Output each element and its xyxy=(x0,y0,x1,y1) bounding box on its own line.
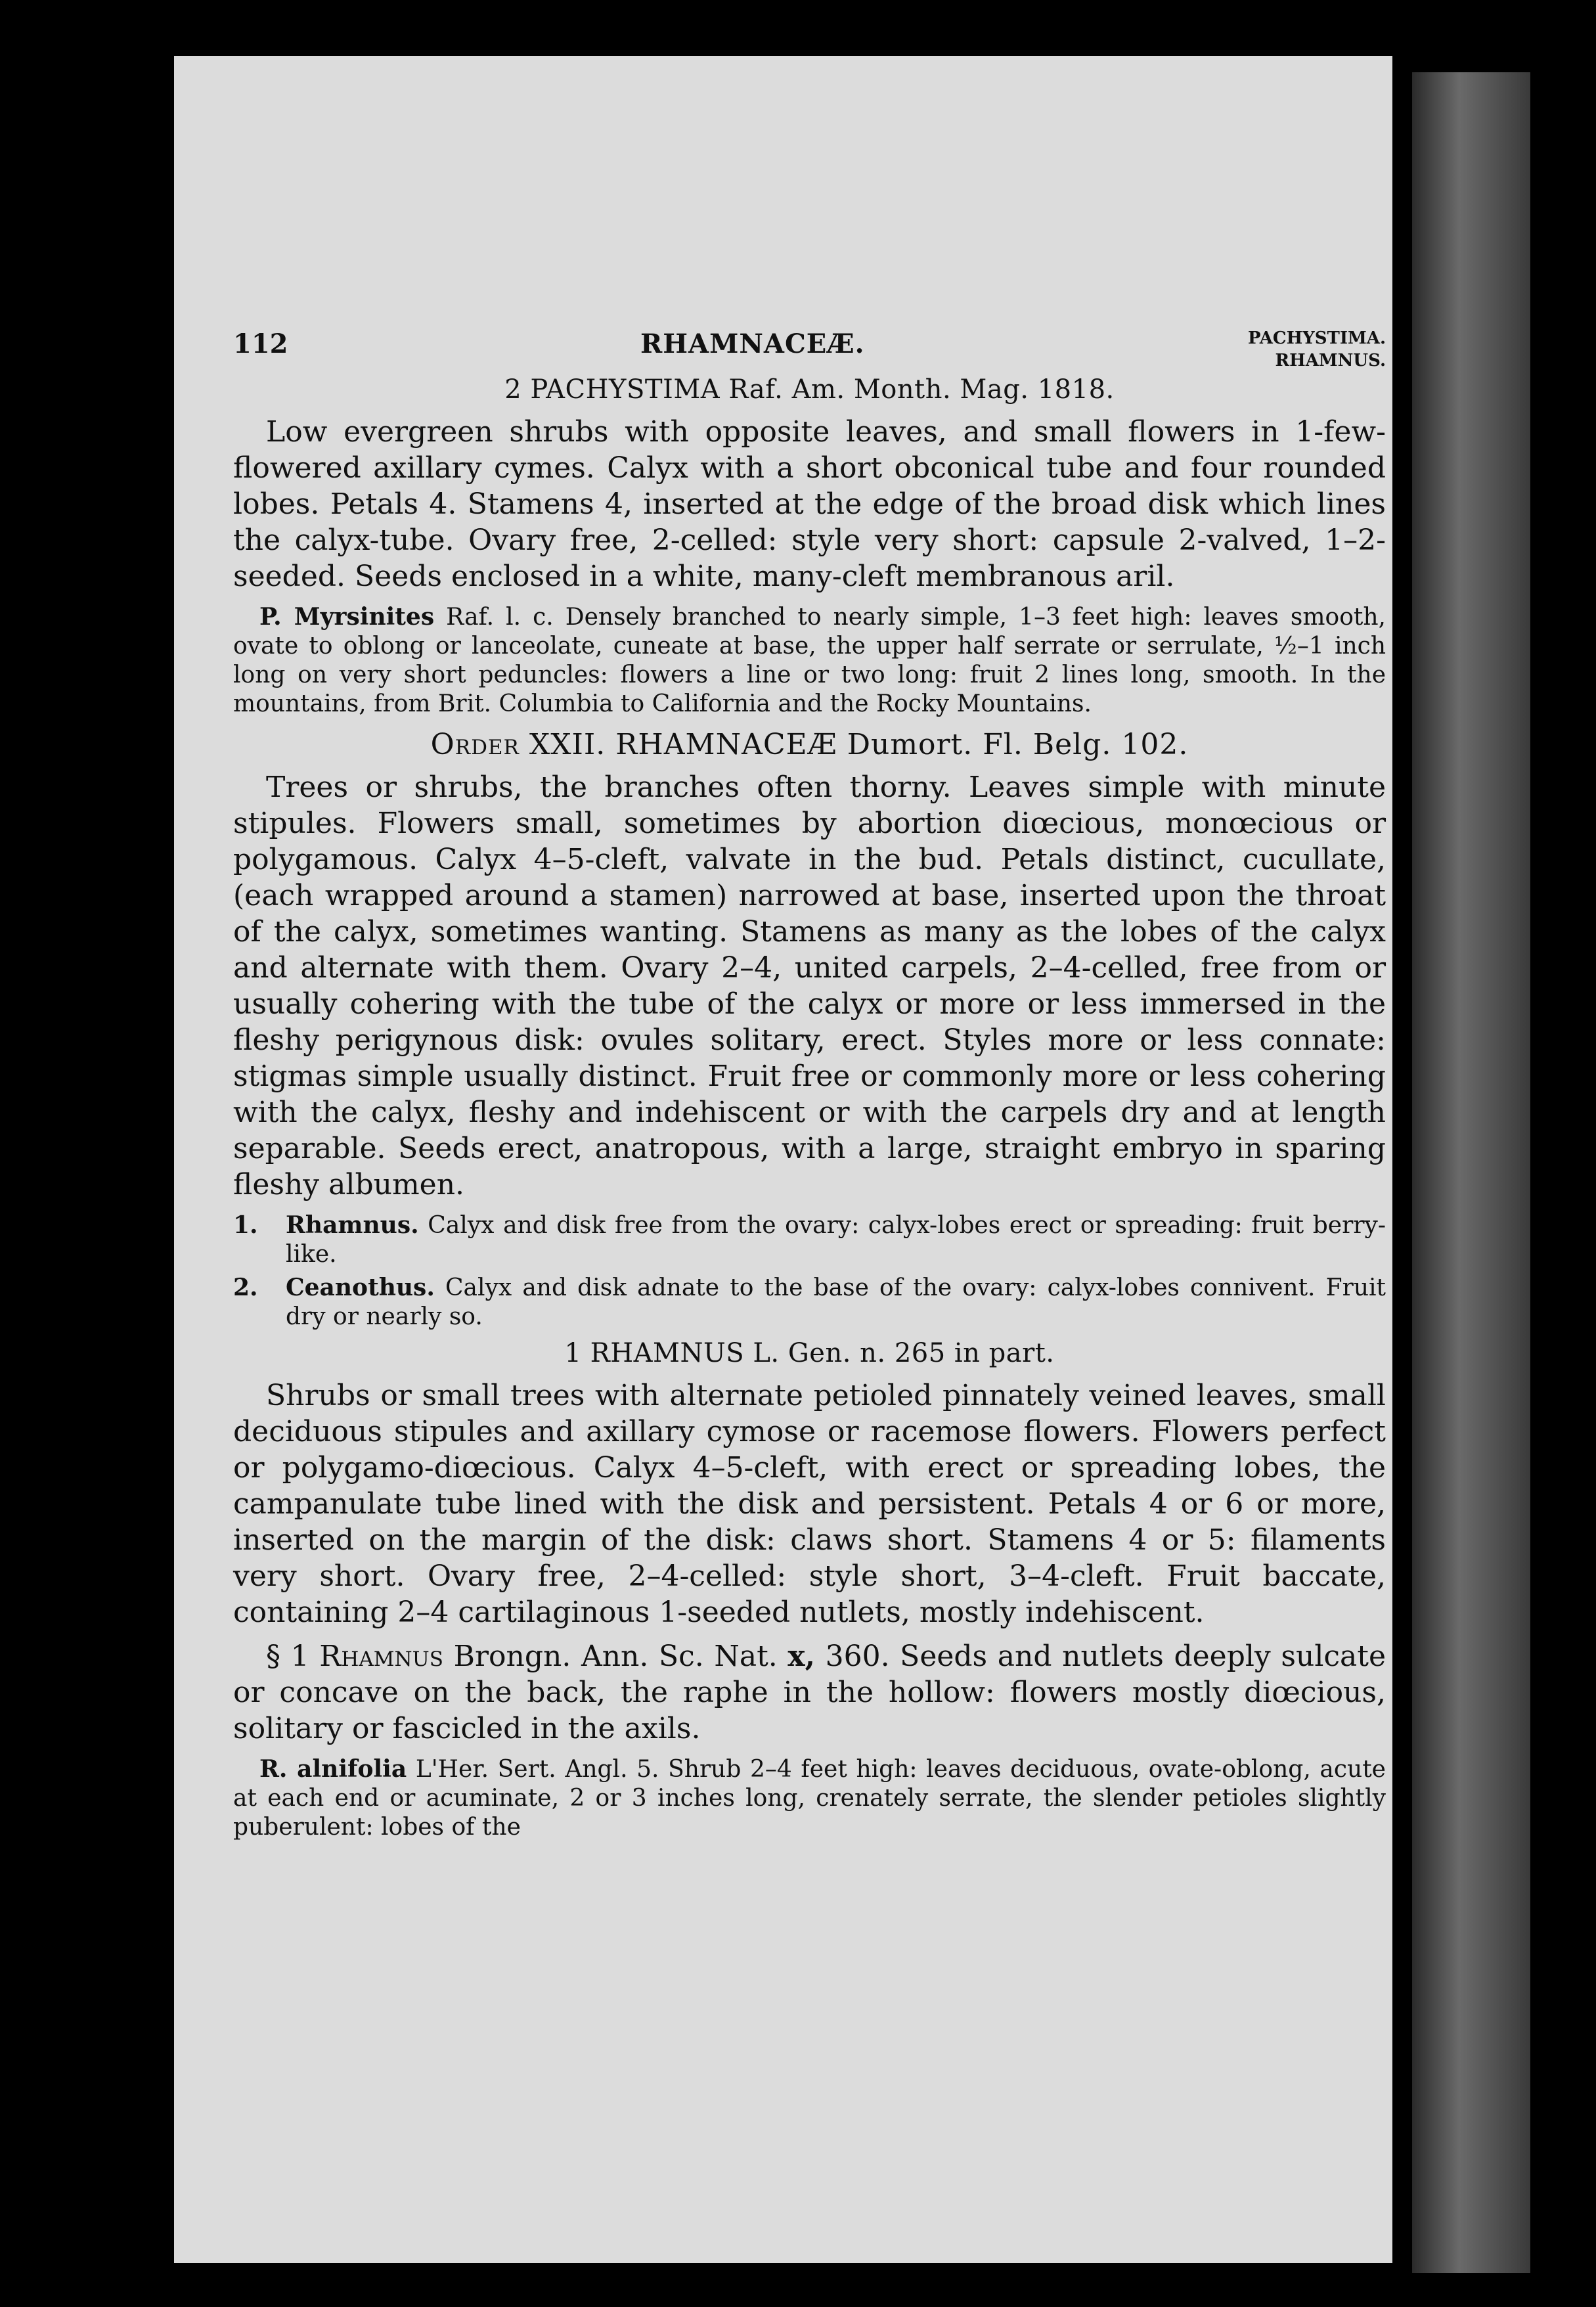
adjacent-page-edge xyxy=(1412,72,1530,2273)
key-number: 2. xyxy=(233,1274,258,1301)
key-number: 1. xyxy=(233,1211,258,1239)
pachystima-description: Low evergreen shrubs with opposite leaves, and small flowers in 1-few-flowered axillary cymes. Calyx with a short obconical tube and four rounded lobes. Petals 4. Stamens 4, inserted at the edge of the broad disk which lines the calyx-tube. Ovary free, 2-celled: style very short: capsule 2-valved, 1–2-seeded. Seeds enclosed in a white, many-cleft membranous aril. xyxy=(233,415,1386,593)
order-title: RHAMNACEÆ Dumort. Fl. Belg. 102. xyxy=(615,728,1189,761)
species-entry-pachystima xyxy=(233,602,1386,719)
key-genus: Ceanothus. xyxy=(286,1274,435,1301)
order-heading xyxy=(233,728,1386,761)
species-name: R. alnifolia xyxy=(259,1755,407,1783)
key-genus: Rhamnus. xyxy=(286,1211,419,1239)
species-text: Raf. l. c. Densely branched to nearly simple, 1–3 feet high: leaves smooth, ovate to oblong or lanceolate, cuneate at base, the upper half serrate or serrulate, ½–1 inch long on very short peduncles: flowers a line or two long: fruit 2 lines long, smooth. In the mountains, from Brit. Columbia to California and the Rocky Mountains. xyxy=(233,604,1386,717)
order-label: Order XXII. xyxy=(430,728,606,761)
running-genus-2: RHAMNUS. xyxy=(1275,351,1386,370)
running-header xyxy=(233,315,1386,368)
genera-key xyxy=(233,1211,1386,1332)
species-text: L'Her. Sert. Angl. 5. Shrub 2–4 feet high: leaves deciduous, ovate-oblong, acute at each end or acuminate, 2 or 3 inches long, crenately serrate, the slender petioles slightly puberulent: lobes of the xyxy=(233,1756,1386,1841)
species-entry-rhamnus xyxy=(233,1755,1386,1842)
order-description: Trees or shrubs, the branches often thorny. Leaves simple with minute stipules. Flowers small, sometimes by abortion diœcious, monœcious or polygamous. Calyx 4–5-cleft, valvate in the bud. Petals distinct, cucullate, (each wrapped around a stamen) narrowed at base, inserted upon the throat of the calyx, sometimes wanting. Stamens as many as the lobes of the calyx and alternate with them. Ovary 2–4, united carpels, 2–4-celled, free from or usually cohering with the tube of the calyx or more or less immersed in the fleshy perigynous disk: ovules solitary, erect. Styles more or less connate: stigmas simple usually distinct. Fruit free or commonly more or less cohering with the calyx, fleshy and indehiscent or with the carpels dry and at length separable. Seeds erect, anatropous, with a large, straight embryo in sparing fleshy albumen. xyxy=(233,771,1386,1201)
running-genus-1: PACHYSTIMA. xyxy=(1248,328,1386,348)
species-name: P. Myrsinites xyxy=(259,603,435,631)
rhamnus-heading: 1 RHAMNUS L. Gen. n. 265 in part. xyxy=(564,1338,1055,1368)
section-number: § 1 xyxy=(266,1640,309,1673)
key-item xyxy=(233,1273,1386,1332)
section-rhamnus xyxy=(233,1638,1386,1747)
rhamnus-description: Shrubs or small trees with alternate petioled pinnately veined leaves, small deciduous stipules and axillary cymose or racemose flowers. Flowers perfect or polygamo-diœcious. Calyx 4–5-cleft, with erect or spreading lobes, the campanulate tube lined with the disk and persistent. Petals 4 or 6 or more, inserted on the margin of the disk: claws short. Stamens 4 or 5: filaments very short. Ovary free, 2–4-celled: style short, 3–4-cleft. Fruit baccate, containing 2–4 cartilaginous 1-seeded nutlets, mostly indehiscent. xyxy=(233,1379,1386,1629)
key-text: Calyx and disk free from the ovary: calyx-lobes erect or spreading: fruit berry-like. xyxy=(286,1212,1386,1268)
key-item xyxy=(233,1211,1386,1269)
section-name: Rhamnus xyxy=(319,1640,444,1673)
section-volume: x, xyxy=(787,1640,815,1673)
page-text xyxy=(233,315,1386,1851)
section-reference: Brongn. Ann. Sc. Nat. xyxy=(453,1640,778,1673)
page-number: 112 xyxy=(233,328,288,359)
pachystima-heading: 2 PACHYSTIMA Raf. Am. Month. Mag. 1818. xyxy=(504,374,1115,405)
section-text: 360. Seeds and nutlets deeply sulcate or concave on the back, the raphe in the hollow: flowers mostly diœcious, solitary or fascicled in the axils. xyxy=(233,1640,1386,1745)
running-genera xyxy=(1248,327,1386,372)
key-text: Calyx and disk adnate to the base of the ovary: calyx-lobes connivent. Fruit dry or nearly so. xyxy=(286,1274,1386,1330)
running-title: RHAMNACEÆ. xyxy=(640,328,865,359)
